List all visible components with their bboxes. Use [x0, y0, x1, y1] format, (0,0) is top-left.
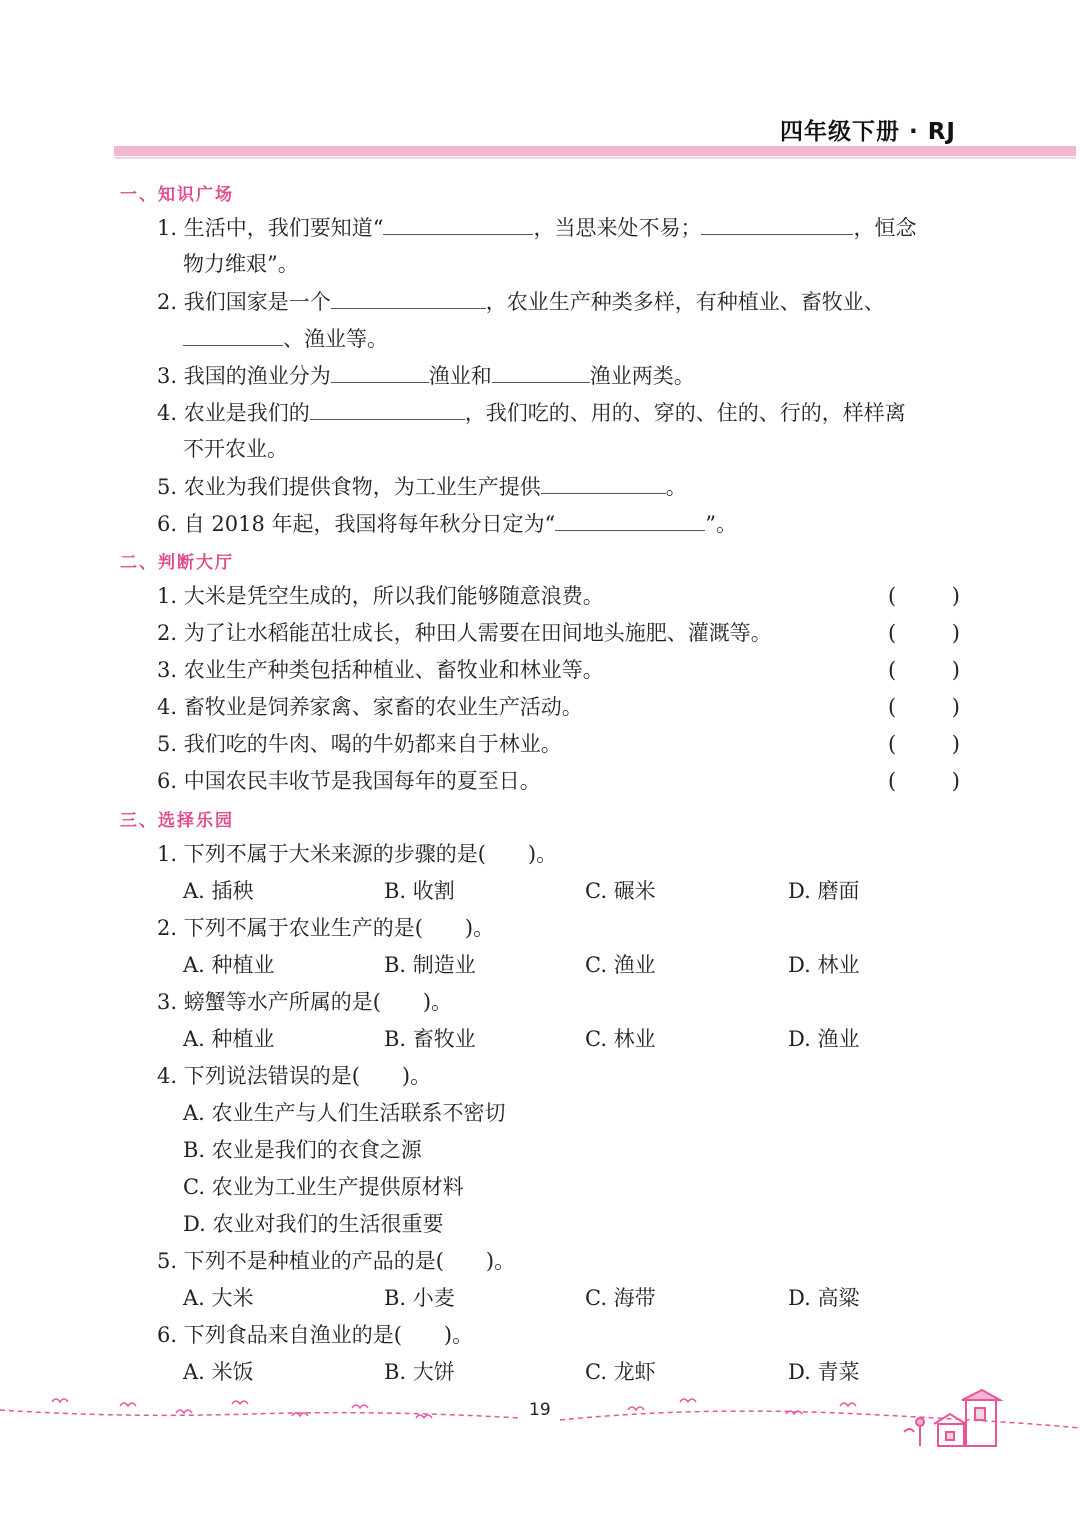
- question-text: 3. 我国的渔业分为: [157, 364, 331, 388]
- option-a[interactable]: A. 种植业: [183, 953, 275, 977]
- question-text: 6. 自 2018 年起，我国将每年秋分日定为“: [157, 512, 556, 536]
- choice-question: 5. 下列不是种植业的产品的是( )。: [157, 1249, 516, 1273]
- question-text: ”。: [705, 512, 737, 536]
- question-text: ，农业生产种类多样，有种植业、畜牧业、: [485, 290, 885, 314]
- question-text: 4. 农业是我们的: [157, 401, 310, 425]
- judgement-item: 5. 我们吃的牛肉、喝的牛奶都来自于林业。: [157, 732, 562, 756]
- question-line: [157, 286, 885, 317]
- question-line: [183, 323, 388, 354]
- answer-parentheses[interactable]: ( ): [888, 695, 960, 719]
- question-text: 物力维艰”。: [183, 252, 299, 276]
- question-text: 、渔业等。: [283, 327, 388, 351]
- choice-question: 4. 下列说法错误的是( )。: [157, 1064, 432, 1088]
- option-b[interactable]: B. 制造业: [384, 953, 476, 977]
- answer-blank[interactable]: [331, 360, 429, 383]
- question-text: 渔业两类。: [589, 364, 695, 388]
- option-d[interactable]: D. 渔业: [788, 1027, 860, 1051]
- option-d[interactable]: D. 农业对我们的生活很重要: [183, 1212, 444, 1236]
- answer-blank[interactable]: [701, 212, 853, 235]
- option-a[interactable]: A. 米饭: [183, 1360, 254, 1384]
- option-b[interactable]: B. 畜牧业: [384, 1027, 476, 1051]
- answer-blank[interactable]: [492, 360, 590, 383]
- option-a[interactable]: A. 大米: [183, 1286, 254, 1310]
- option-d[interactable]: D. 磨面: [788, 879, 860, 903]
- house-icon: [904, 1390, 1000, 1446]
- option-b[interactable]: B. 小麦: [384, 1286, 455, 1310]
- question-text: 1. 生活中，我们要知道“: [157, 216, 384, 240]
- question-text: 5. 农业为我们提供食物，为工业生产提供: [157, 475, 541, 499]
- option-a[interactable]: A. 农业生产与人们生活联系不密切: [183, 1101, 506, 1125]
- section-title-choice: 三、选择乐园: [120, 811, 234, 831]
- option-c[interactable]: C. 渔业: [585, 953, 656, 977]
- header-bar: [114, 146, 1076, 156]
- option-c[interactable]: C. 农业为工业生产提供原材料: [183, 1175, 464, 1199]
- answer-blank[interactable]: [183, 323, 283, 346]
- answer-parentheses[interactable]: ( ): [888, 621, 960, 645]
- option-b[interactable]: B. 农业是我们的衣食之源: [183, 1138, 422, 1162]
- choice-question: 3. 螃蟹等水产所属的是( )。: [157, 990, 453, 1014]
- answer-parentheses[interactable]: ( ): [888, 584, 960, 608]
- header-divider: [114, 157, 1076, 159]
- option-a[interactable]: A. 种植业: [183, 1027, 275, 1051]
- option-d[interactable]: D. 林业: [788, 953, 860, 977]
- judgement-item: 2. 为了让水稻能茁壮成长，种田人需要在田间地头施肥、灌溉等。: [157, 621, 772, 645]
- answer-parentheses[interactable]: ( ): [888, 732, 960, 756]
- question-text: 渔业和: [428, 364, 492, 388]
- choice-question: 2. 下列不属于农业生产的是( )。: [157, 916, 495, 940]
- question-text: 2. 我们国家是一个: [157, 290, 331, 314]
- option-a[interactable]: A. 插秧: [183, 879, 254, 903]
- question-text: ，恒念: [853, 216, 917, 240]
- answer-blank[interactable]: [555, 508, 705, 531]
- page-header-title: 四年级下册 · RJ: [779, 119, 956, 145]
- page-number: 19: [529, 1400, 551, 1420]
- option-b[interactable]: B. 大饼: [384, 1360, 455, 1384]
- choice-question: 1. 下列不属于大米来源的步骤的是( )。: [157, 842, 558, 866]
- answer-parentheses[interactable]: ( ): [888, 769, 960, 793]
- option-d[interactable]: D. 青菜: [788, 1360, 860, 1384]
- question-text: 。: [665, 475, 687, 499]
- answer-parentheses[interactable]: ( ): [888, 658, 960, 682]
- answer-blank[interactable]: [383, 212, 533, 235]
- answer-blank[interactable]: [310, 397, 465, 420]
- answer-blank[interactable]: [541, 471, 666, 494]
- question-line: [157, 508, 737, 539]
- judgement-item: 6. 中国农民丰收节是我国每年的夏至日。: [157, 769, 541, 793]
- option-b[interactable]: B. 收割: [384, 879, 455, 903]
- question-text: ，我们吃的、用的、穿的、住的、行的，样样离: [464, 401, 906, 425]
- answer-blank[interactable]: [331, 286, 486, 309]
- judgement-item: 3. 农业生产种类包括种植业、畜牧业和林业等。: [157, 658, 604, 682]
- option-c[interactable]: C. 海带: [585, 1286, 656, 1310]
- question-text: 不开农业。: [183, 437, 288, 461]
- option-c[interactable]: C. 林业: [585, 1027, 656, 1051]
- option-c[interactable]: C. 碾米: [585, 879, 656, 903]
- section-title-judgement: 二、判断大厅: [120, 553, 234, 573]
- option-d[interactable]: D. 高粱: [788, 1286, 860, 1310]
- judgement-item: 4. 畜牧业是饲养家禽、家畜的农业生产活动。: [157, 695, 583, 719]
- question-line: [157, 212, 916, 243]
- question-line: [157, 360, 695, 391]
- option-c[interactable]: C. 龙虾: [585, 1360, 656, 1384]
- judgement-item: 1. 大米是凭空生成的，所以我们能够随意浪费。: [157, 584, 604, 608]
- choice-question: 6. 下列食品来自渔业的是( )。: [157, 1323, 474, 1347]
- question-text: ，当思来处不易；: [533, 216, 702, 240]
- question-line: [157, 397, 906, 428]
- section-title-knowledge: 一、知识广场: [120, 185, 234, 205]
- question-line: [157, 471, 687, 502]
